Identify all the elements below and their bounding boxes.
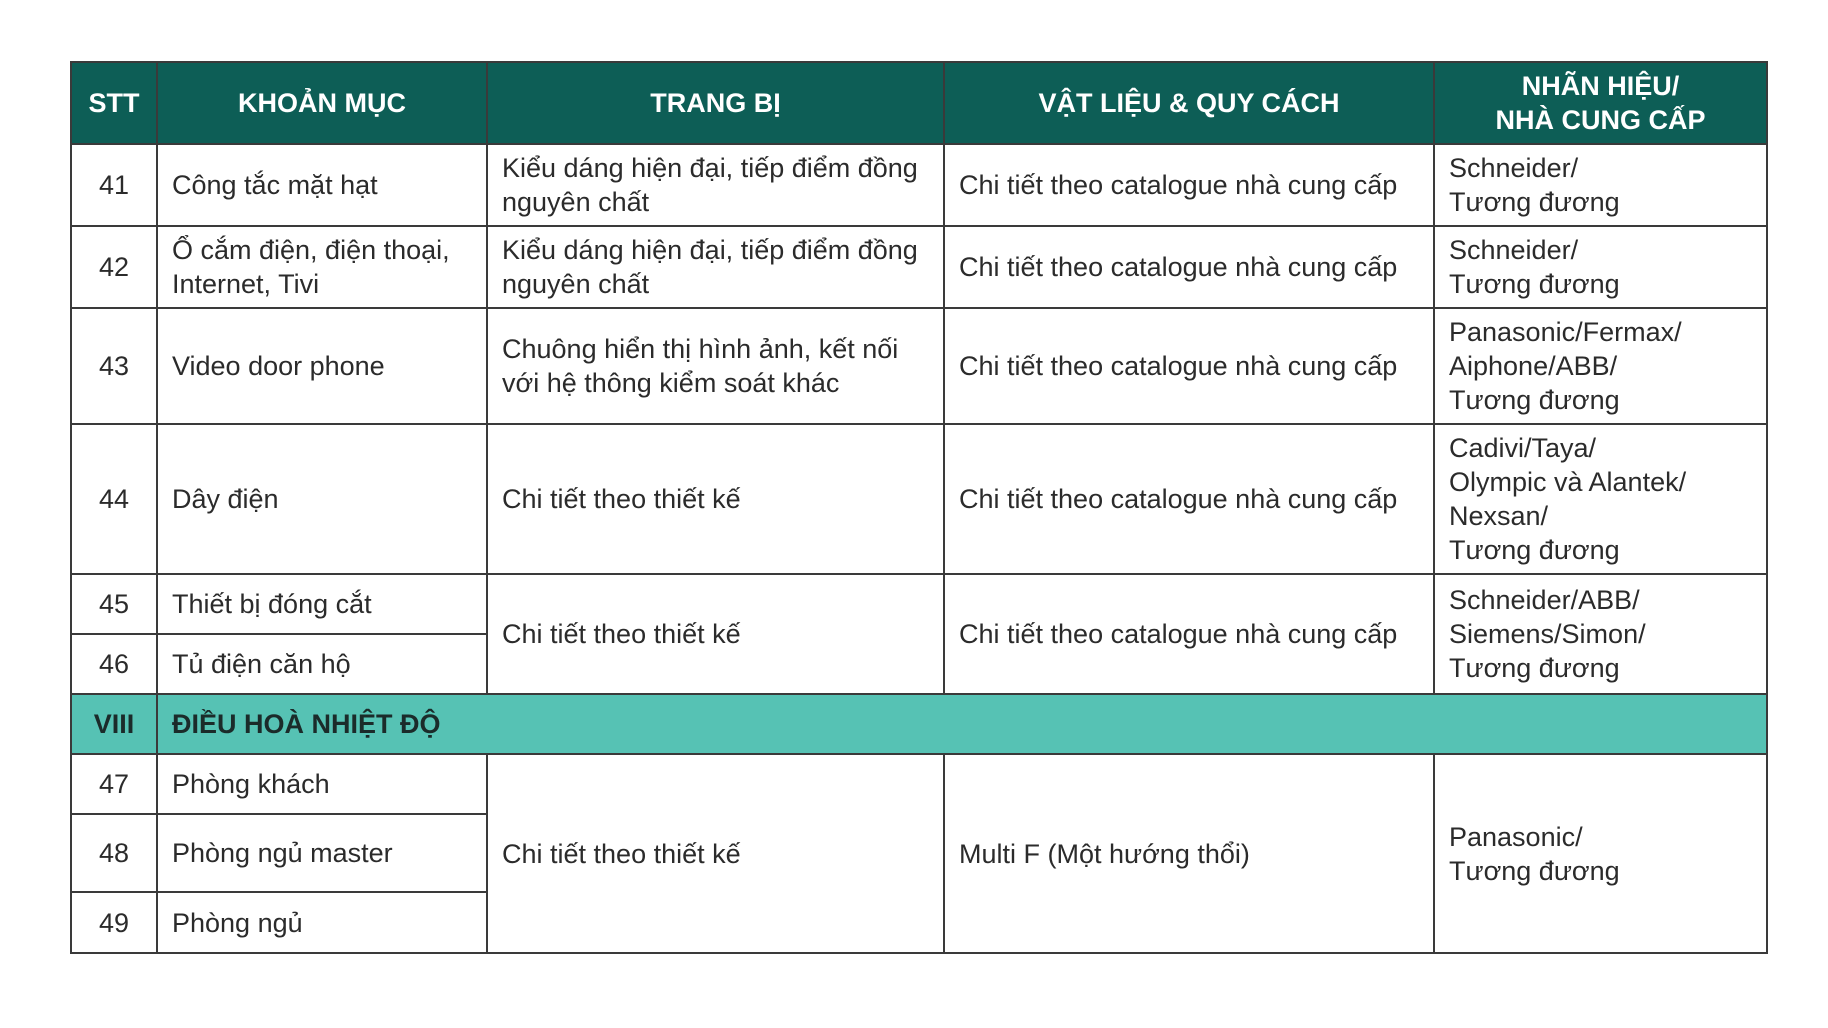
row-brand: [1434, 144, 1767, 226]
row-stt: 41: [71, 144, 157, 226]
row-stt: 42: [71, 226, 157, 308]
table-row: [71, 574, 1767, 634]
row-material: Chi tiết theo catalogue nhà cung cấp: [944, 308, 1434, 424]
row-equipment: Chuông hiển thị hình ảnh, kết nối với hệ thông kiểm soát khác: [487, 308, 944, 424]
row-brand: [1434, 226, 1767, 308]
row-stt: 45: [71, 574, 157, 634]
table-row: [71, 226, 1767, 308]
row-item: Video door phone: [157, 308, 487, 424]
header-brand-line1: NHÃN HIỆU/: [1521, 71, 1680, 101]
header-stt: STT: [71, 62, 157, 144]
table-row: [71, 754, 1767, 814]
spec-table-container: [70, 61, 1766, 954]
section-stt: VIII: [71, 694, 157, 754]
row-equipment: Kiểu dáng hiện đại, tiếp điểm đồng nguyên chất: [487, 144, 944, 226]
brand-line: Panasonic/Fermax/: [1449, 317, 1682, 347]
row-item: Công tắc mặt hạt: [157, 144, 487, 226]
table-row: [71, 144, 1767, 226]
row-equipment: Kiểu dáng hiện đại, tiếp điểm đồng nguyên chất: [487, 226, 944, 308]
header-brand-line2: NHÀ CUNG CẤP: [1495, 105, 1706, 135]
header-brand: [1434, 62, 1767, 144]
row-stt: 48: [71, 814, 157, 892]
row-stt: 46: [71, 634, 157, 694]
group-brand: [1434, 574, 1767, 694]
table-row: [71, 424, 1767, 574]
row-brand: [1434, 308, 1767, 424]
brand-line: Tương đương: [1449, 653, 1620, 683]
table-row: [71, 308, 1767, 424]
row-item: Thiết bị đóng cắt: [157, 574, 487, 634]
row-item: Ổ cắm điện, điện thoại, Internet, Tivi: [157, 226, 487, 308]
row-stt: 44: [71, 424, 157, 574]
row-material: Chi tiết theo catalogue nhà cung cấp: [944, 424, 1434, 574]
row-item: Dây điện: [157, 424, 487, 574]
brand-line: Tương đương: [1449, 535, 1620, 565]
row-material: Chi tiết theo catalogue nhà cung cấp: [944, 144, 1434, 226]
row-material: Chi tiết theo catalogue nhà cung cấp: [944, 226, 1434, 308]
group-equipment: Chi tiết theo thiết kế: [487, 574, 944, 694]
brand-line: Tương đương: [1449, 269, 1620, 299]
brand-line: Panasonic/: [1449, 821, 1583, 852]
brand-line: Aiphone/ABB/: [1449, 351, 1618, 381]
brand-line: Schneider/: [1449, 153, 1579, 183]
table-header-row: [71, 62, 1767, 144]
section-row: [71, 694, 1767, 754]
row-stt: 47: [71, 754, 157, 814]
row-item: Phòng ngủ master: [157, 814, 487, 892]
spec-table: [70, 61, 1768, 954]
brand-line: Schneider/ABB/: [1449, 585, 1640, 615]
row-item: Phòng ngủ: [157, 892, 487, 953]
brand-line: Olympic và Alantek/: [1449, 467, 1687, 497]
header-item: KHOẢN MỤC: [157, 62, 487, 144]
brand-line: Siemens/Simon/: [1449, 619, 1646, 649]
group-material: Chi tiết theo catalogue nhà cung cấp: [944, 574, 1434, 694]
brand-line: Schneider/: [1449, 235, 1579, 265]
group-material: Multi F (Một hướng thổi): [944, 754, 1434, 953]
row-equipment: Chi tiết theo thiết kế: [487, 424, 944, 574]
group-equipment: Chi tiết theo thiết kế: [487, 754, 944, 953]
brand-line: Cadivi/Taya/: [1449, 433, 1597, 463]
header-material: VẬT LIỆU & QUY CÁCH: [944, 62, 1434, 144]
row-item: Tủ điện căn hộ: [157, 634, 487, 694]
brand-line: Nexsan/: [1449, 501, 1549, 531]
group-brand: [1434, 754, 1767, 953]
header-equipment: TRANG BỊ: [487, 62, 944, 144]
brand-line: Tương đương: [1449, 187, 1620, 217]
section-title: ĐIỀU HOÀ NHIỆT ĐỘ: [157, 694, 1767, 754]
row-brand: [1434, 424, 1767, 574]
row-stt: 43: [71, 308, 157, 424]
brand-line: Tương đương: [1449, 385, 1620, 415]
row-stt: 49: [71, 892, 157, 953]
row-item: Phòng khách: [157, 754, 487, 814]
brand-line: Tương đương: [1449, 855, 1620, 886]
